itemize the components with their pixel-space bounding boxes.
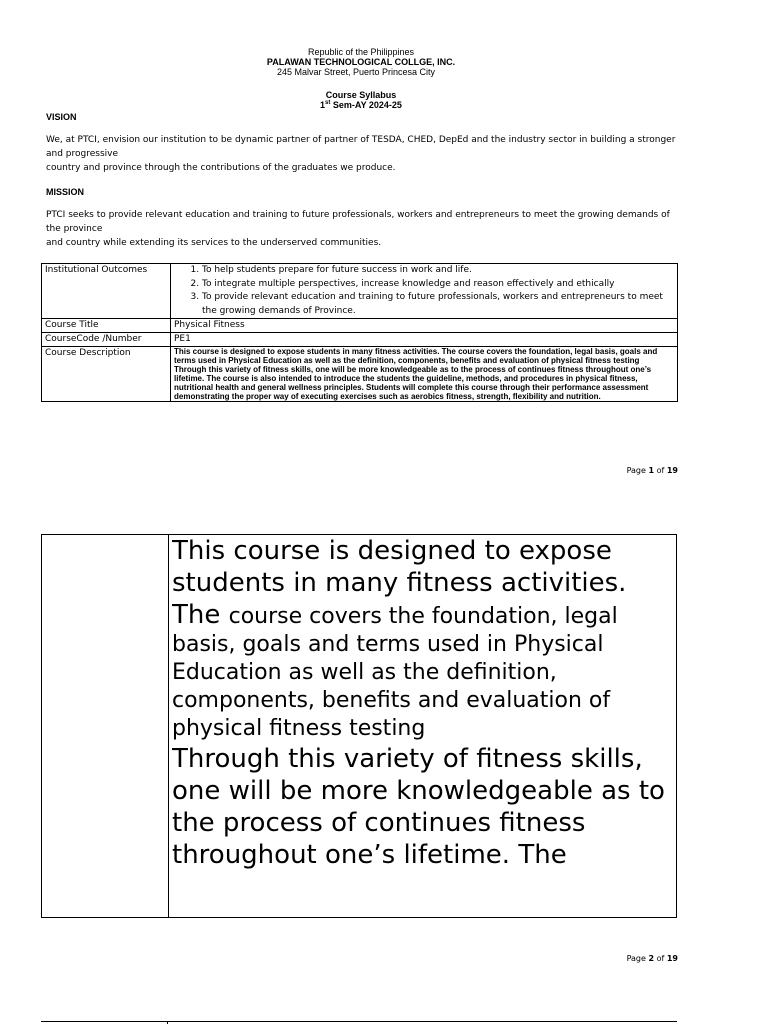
table-row (42, 264, 678, 319)
outcomes-label: Institutional Outcomes (42, 264, 171, 319)
course-code-value: PE1 (171, 333, 678, 347)
description-large-text: This course is designed to expose students in many fitness activities. The course covers the foundation, legal basis, goals and terms used in Physical Education as well as the definition, components, benefits and evaluation of physical fitness testing Through this variety of fitness skills, one will be more knowledgeable as to the process of continues fitness throughout one’s lifetime. The (172, 536, 665, 870)
course-desc-value: This course is designed to expose students in many fitness activities. The course covers the foundation, legal basis, goals and terms used in Physical Education as well as the definition, components, benefits and evaluation of physical fitness testing Through this variety of fitness skills, one will be more knowledgeable as to the process of continues fitness throughout one’s lifetime. The course is also intended to introduce the students the guideline, methods, and procedures in physical fitness, nutritional health and general wellness principles. Students will complete this course through their performance assessment demonstrating the proper way of executing exercises such as aerobics fitness, strength, flexibility and nutrition. (171, 347, 678, 402)
course-desc-label: Course Description (42, 347, 171, 402)
doc-title: Course Syllabus (325, 90, 397, 100)
page-number-1: Page 1 of 19 (626, 466, 678, 475)
vision-title: VISION (46, 112, 77, 122)
school-name: PALAWAN TECHNOLOGICAL COLLGE, INC. (266, 57, 456, 67)
syllabus-table (41, 263, 678, 402)
republic-line: Republic of the Philippines (307, 47, 415, 57)
course-title-label: Course Title (42, 319, 171, 333)
school-address: 245 Malvar Street, Puerto Princesa City (276, 67, 436, 77)
course-code-label: CourseCode /Number (42, 333, 171, 347)
page-number-2: Page 2 of 19 (626, 954, 678, 963)
semester-line: 1st Sem-AY 2024-25 (320, 100, 402, 110)
mission-text: PTCI seeks to provide relevant education and training to future professionals, workers and entrepreneurs to meet the growing demands of the province and country while extending its services to the underserved communities. (46, 210, 670, 248)
list-item: 3. To provide relevant education and training to future professionals, workers and entrepreneurs to meet the growing demands of Province. (202, 291, 674, 318)
outcomes-list (174, 264, 674, 318)
mission-title: MISSION (46, 187, 85, 197)
table-row (42, 347, 678, 402)
table-row (42, 333, 678, 347)
table-row (42, 319, 678, 333)
vision-text: We, at PTCI, envision our institution to be dynamic partner of partner of TESDA, CHED, DepEd and the industry sector in building a stronger and progressive country and province through the contributions of the graduates we produce. (46, 135, 676, 173)
outcomes-cell (171, 264, 678, 319)
column-divider (168, 535, 169, 917)
list-item: 2. To integrate multiple perspectives, increase knowledge and reason effectively and ethically (202, 278, 674, 292)
list-item: 1. To help students prepare for future success in work and life. (202, 264, 674, 278)
description-overflow-box (41, 534, 677, 918)
next-table-border (41, 1021, 677, 1022)
course-title-value: Physical Fitness (171, 319, 678, 333)
